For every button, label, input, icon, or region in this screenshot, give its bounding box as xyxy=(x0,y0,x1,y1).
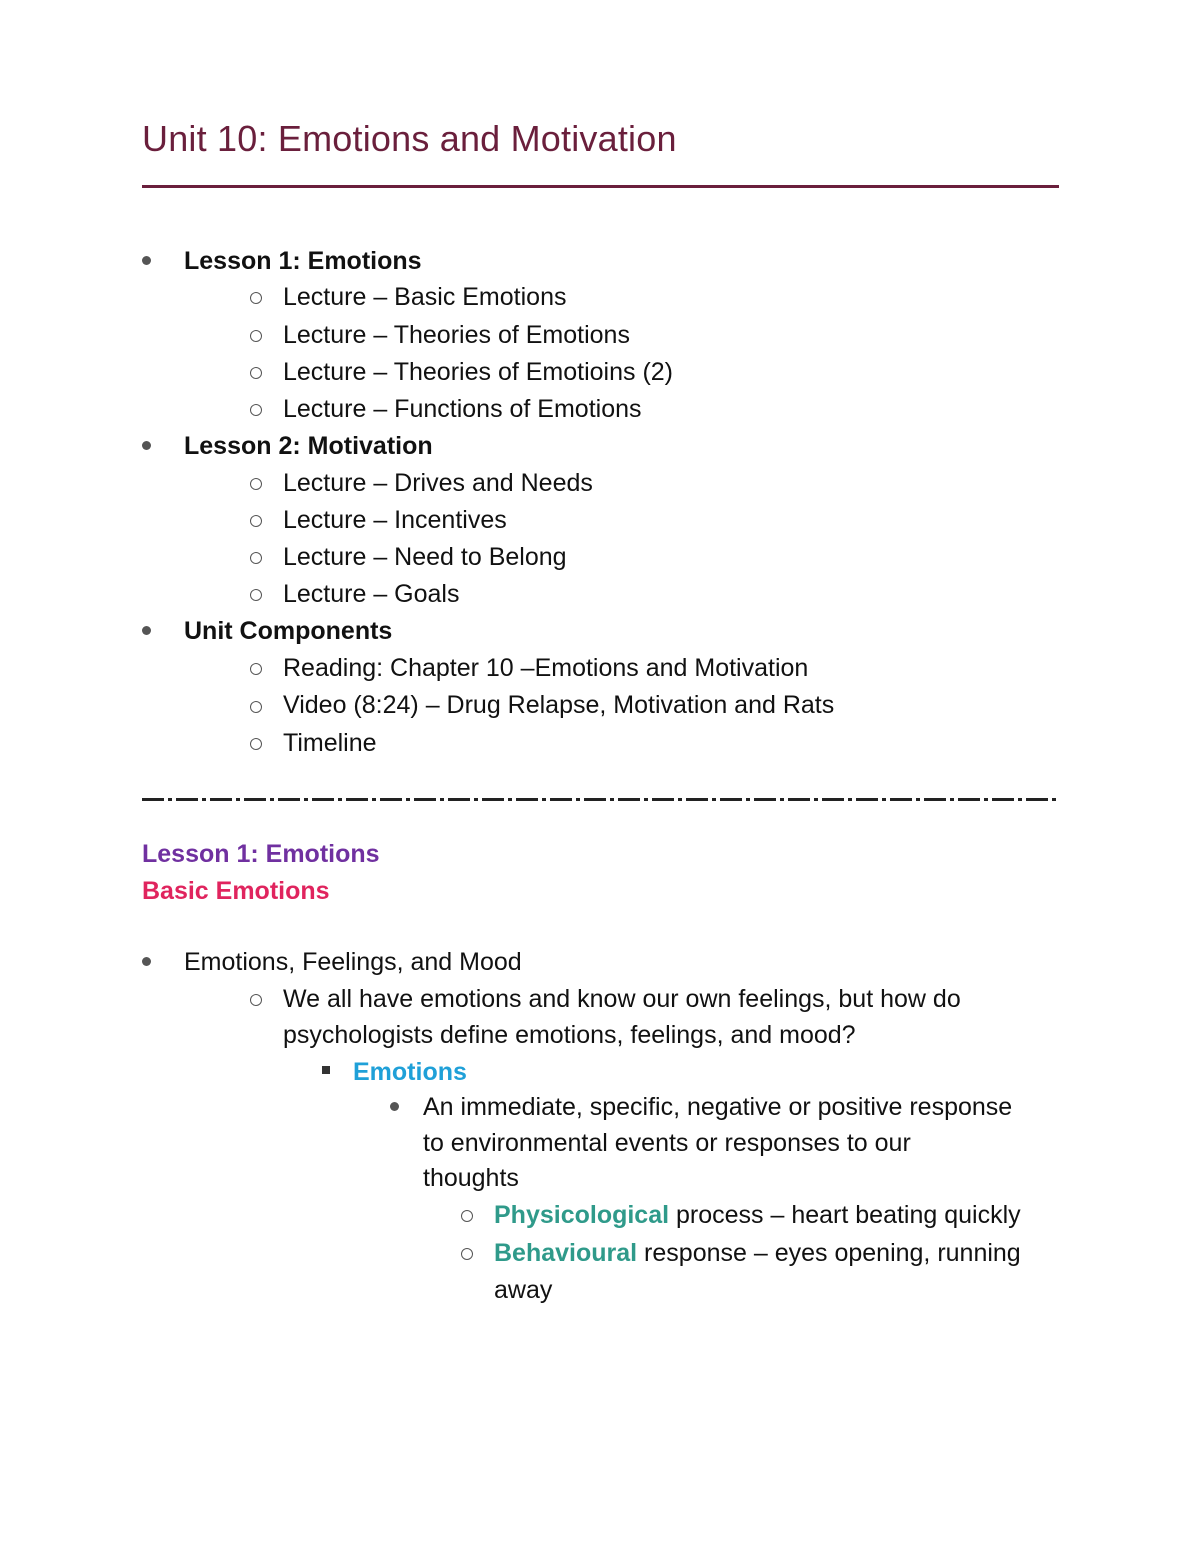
bullet-circle-icon xyxy=(250,738,262,750)
bullet-square-icon xyxy=(322,1066,330,1074)
behavioural-point-cont: away xyxy=(494,1276,553,1304)
note-subpoint-cont: psychologists define emotions, feelings, and mood? xyxy=(283,1021,856,1049)
definition-line: thoughts xyxy=(423,1164,519,1192)
bullet-circle-icon xyxy=(250,663,262,675)
outline-components-label: Unit Components xyxy=(184,617,393,645)
behavioural-text: response – eyes opening, running xyxy=(637,1239,1021,1267)
bullet-dot-icon xyxy=(142,957,151,966)
lesson-heading: Lesson 1: Emotions xyxy=(142,840,380,868)
outline-lesson1-item: Lecture – Theories of Emotions xyxy=(283,321,630,349)
bullet-circle-icon xyxy=(250,589,262,601)
note-subpoint: We all have emotions and know our own feelings, but how do xyxy=(283,985,961,1013)
bullet-dot-icon xyxy=(142,256,151,265)
term-physiological: Physicological xyxy=(494,1201,670,1229)
definition-line: An immediate, specific, negative or positive response xyxy=(423,1093,1013,1121)
bullet-circle-icon xyxy=(250,552,262,564)
outline-lesson1-item: Lecture – Basic Emotions xyxy=(283,283,567,311)
bullet-circle-icon xyxy=(250,994,262,1006)
bullet-circle-icon xyxy=(250,292,262,304)
bullet-circle-icon xyxy=(461,1248,473,1260)
note-bullet: Emotions, Feelings, and Mood xyxy=(184,948,522,976)
outline-lesson1-item: Lecture – Theories of Emotioins (2) xyxy=(283,358,674,386)
outline-lesson2-label: Lesson 2: Motivation xyxy=(184,432,433,460)
definition-line: to environmental events or responses to our xyxy=(423,1129,911,1157)
term-behavioural: Behavioural xyxy=(494,1239,638,1267)
title-underline xyxy=(142,185,1059,188)
behavioural-point xyxy=(494,1238,1021,1268)
outline-lesson2-item: Lecture – Need to Belong xyxy=(283,543,567,571)
bullet-dot-icon xyxy=(390,1102,399,1111)
physiological-point xyxy=(494,1200,1021,1230)
outline-lesson1-item: Lecture – Functions of Emotions xyxy=(283,395,642,423)
section-divider xyxy=(142,798,1059,801)
term-emotions: Emotions xyxy=(353,1058,467,1086)
outline-lesson1-label: Lesson 1: Emotions xyxy=(184,247,422,275)
bullet-circle-icon xyxy=(461,1210,473,1222)
outline-lesson2-item: Lecture – Incentives xyxy=(283,506,507,534)
page-title: Unit 10: Emotions and Motivation xyxy=(142,118,677,159)
bullet-circle-icon xyxy=(250,701,262,713)
bullet-circle-icon xyxy=(250,367,262,379)
bullet-dot-icon xyxy=(142,441,151,450)
physiological-text: process – heart beating quickly xyxy=(669,1201,1021,1229)
outline-components-item: Reading: Chapter 10 –Emotions and Motivation xyxy=(283,654,809,682)
outline-components-item: Timeline xyxy=(283,729,377,757)
bullet-circle-icon xyxy=(250,330,262,342)
bullet-circle-icon xyxy=(250,515,262,527)
bullet-circle-icon xyxy=(250,478,262,490)
topic-heading: Basic Emotions xyxy=(142,877,330,905)
outline-components-item: Video (8:24) – Drug Relapse, Motivation and Rats xyxy=(283,691,835,719)
outline-lesson2-item: Lecture – Goals xyxy=(283,580,460,608)
bullet-circle-icon xyxy=(250,404,262,416)
outline-lesson2-item: Lecture – Drives and Needs xyxy=(283,469,593,497)
bullet-dot-icon xyxy=(142,626,151,635)
